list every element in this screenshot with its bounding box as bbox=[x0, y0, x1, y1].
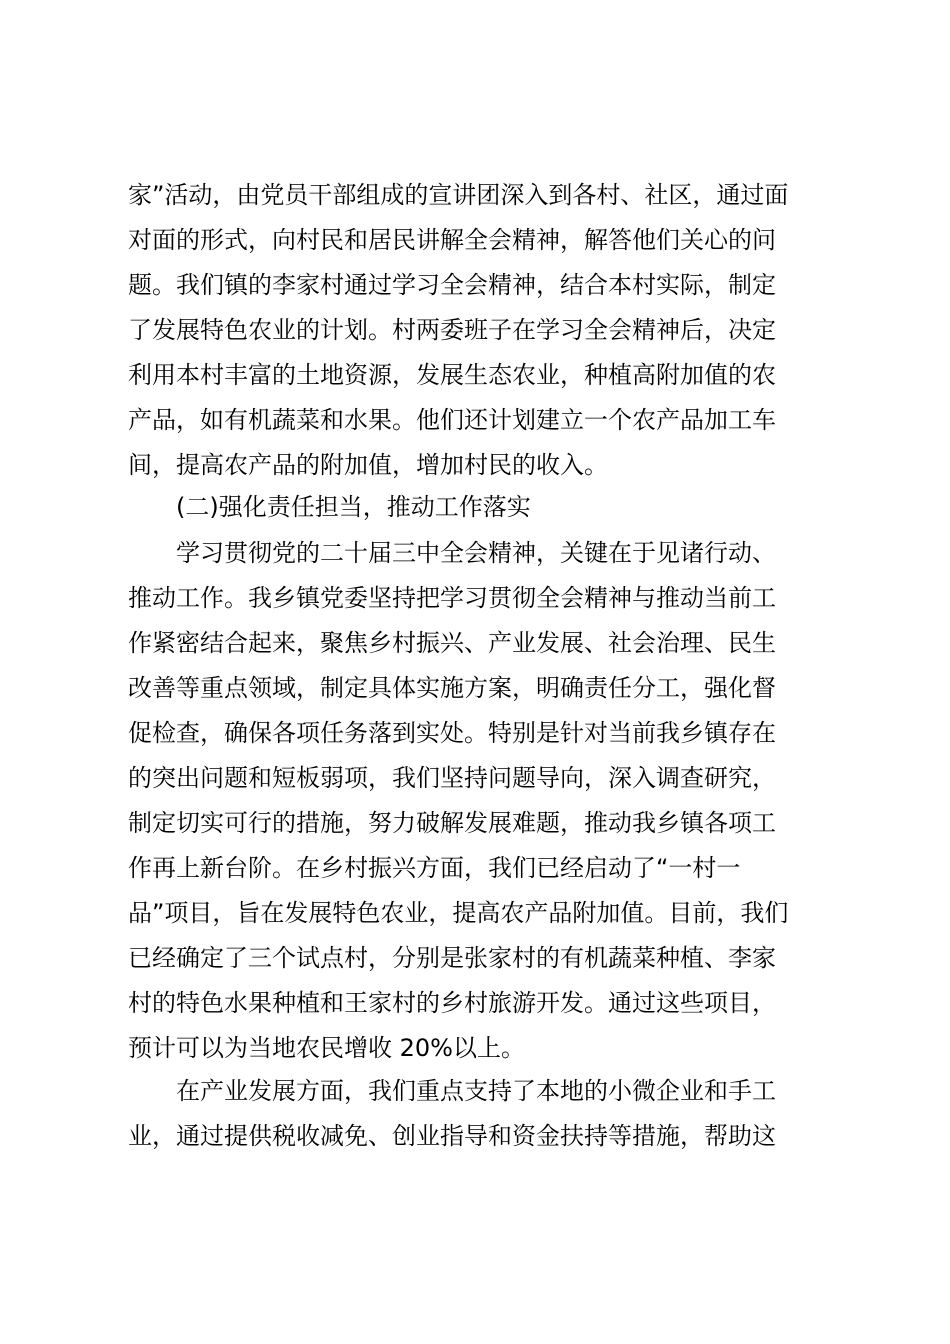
paragraph-line: 已经确定了三个试点村，分别是张家村的有机蔬菜种植、李家 bbox=[128, 944, 776, 972]
paragraph-line: 题。我们镇的李家村通过学习全会精神，结合本村实际，制定 bbox=[128, 271, 776, 299]
paragraph-line: 改善等重点领域，制定具体实施方案，明确责任分工，强化督 bbox=[128, 674, 776, 702]
paragraph-line: 推动工作。我乡镇党委坚持把学习贯彻全会精神与推动当前工 bbox=[128, 584, 776, 612]
paragraph-line: 在产业发展方面，我们重点支持了本地的小微企业和手工 bbox=[176, 1077, 776, 1105]
paragraph-line: 间，提高农产品的附加值，增加村民的收入。 bbox=[128, 451, 608, 479]
paragraph-line: 促检查，确保各项任务落到实处。特别是针对当前我乡镇存在 bbox=[128, 719, 776, 747]
paragraph-line: 家”活动，由党员干部组成的宣讲团深入到各村、社区，通过面 bbox=[128, 181, 789, 209]
paragraph-line: 了发展特色农业的计划。村两委班子在学习全会精神后，决定 bbox=[128, 316, 776, 344]
paragraph-line: 业，通过提供税收减免、创业指导和资金扶持等措施，帮助这 bbox=[128, 1122, 776, 1150]
paragraph-line: 产品，如有机蔬菜和水果。他们还计划建立一个农产品加工车 bbox=[128, 406, 776, 434]
paragraph-line: 村的特色水果种植和王家村的乡村旅游开发。通过这些项目， bbox=[128, 989, 776, 1017]
paragraph-line: 利用本村丰富的土地资源，发展生态农业，种植高附加值的农 bbox=[128, 361, 776, 389]
paragraph-line: 作再上新台阶。在乡村振兴方面，我们已经启动了“一村一 bbox=[128, 854, 741, 882]
paragraph-line: 的突出问题和短板弱项，我们坚持问题导向，深入调查研究， bbox=[128, 764, 776, 792]
paragraph-line: 作紧密结合起来，聚焦乡村振兴、产业发展、社会治理、民生 bbox=[128, 629, 776, 657]
paragraph-line: 制定切实可行的措施，努力破解发展难题，推动我乡镇各项工 bbox=[128, 809, 776, 837]
paragraph-line: 预计可以为当地农民增收 20%以上。 bbox=[128, 1034, 525, 1062]
paragraph-line: 对面的形式，向村民和居民讲解全会精神，解答他们关心的问 bbox=[128, 226, 776, 254]
paragraph-line: 学习贯彻党的二十届三中全会精神，关键在于见诸行动、 bbox=[176, 539, 776, 567]
paragraph-line: 品”项目，旨在发展特色农业，提高农产品附加值。目前，我们 bbox=[128, 899, 789, 927]
section-heading: (二)强化责任担当，推动工作落实 bbox=[176, 493, 531, 521]
